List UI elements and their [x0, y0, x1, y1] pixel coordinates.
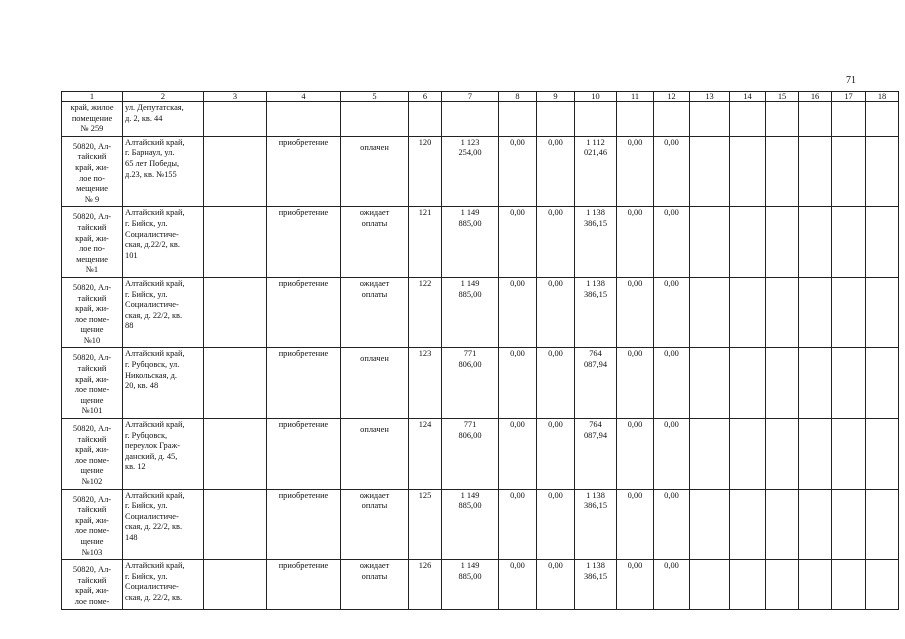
table-cell: 50820, Ал- тайский край, жи- лое поме- щение №103: [62, 489, 123, 560]
column-header: 13: [690, 92, 730, 102]
table-cell: 0,00: [537, 277, 575, 348]
table-cell: [832, 207, 866, 278]
table-cell: оплачен: [341, 136, 409, 207]
table-cell: [866, 348, 899, 419]
table-cell: [617, 102, 654, 137]
table-cell: [832, 348, 866, 419]
table-cell: [799, 102, 832, 137]
table-cell: [204, 489, 267, 560]
table-cell: [866, 102, 899, 137]
table-cell: 121: [409, 207, 442, 278]
table-cell: [832, 136, 866, 207]
table-cell: 50820, Ал- тайский край, жи- лое поме- щение №101: [62, 348, 123, 419]
table-cell: 0,00: [537, 560, 575, 609]
table-cell: приобретение: [267, 560, 341, 609]
column-header: 8: [499, 92, 537, 102]
table-cell: [690, 560, 730, 609]
table-cell: 50820, Ал- тайский край, жи- лое по- мещение №1: [62, 207, 123, 278]
table-cell: 50820, Ал- тайский край, жи- лое поме- щение №102: [62, 419, 123, 490]
table-cell: [204, 277, 267, 348]
table-cell: 0,00: [499, 277, 537, 348]
table-cell: [766, 348, 799, 419]
table-cell: [766, 102, 799, 137]
table-cell: 0,00: [617, 136, 654, 207]
table-cell: [832, 419, 866, 490]
table-cell: ожидает оплаты: [341, 560, 409, 609]
column-header: 15: [766, 92, 799, 102]
table-cell: приобретение: [267, 489, 341, 560]
table-cell: [341, 102, 409, 137]
table-row: [62, 348, 899, 419]
table-cell: 124: [409, 419, 442, 490]
table-cell: 0,00: [499, 419, 537, 490]
table-cell: 1 138 386,15: [575, 277, 617, 348]
table-cell: [799, 277, 832, 348]
column-header: 10: [575, 92, 617, 102]
table-cell: 120: [409, 136, 442, 207]
table-cell: [730, 102, 766, 137]
table-cell: край, жилое помещение № 259: [62, 102, 123, 137]
table-cell: [267, 102, 341, 137]
table-cell: [537, 102, 575, 137]
table-cell: [730, 560, 766, 609]
table-cell: Алтайский край, г. Бийск, ул. Социалистиче- ская, д. 22/2, кв. 148: [123, 489, 204, 560]
table-cell: 0,00: [617, 348, 654, 419]
table-cell: 0,00: [654, 207, 690, 278]
table-cell: 0,00: [537, 207, 575, 278]
page-number: 71: [846, 75, 856, 86]
table-cell: ул. Депутатская, д. 2, кв. 44: [123, 102, 204, 137]
table-cell: [730, 207, 766, 278]
table-cell: Алтайский край, г. Бийск, ул. Социалистиче- ская, д. 22/2, кв. 88: [123, 277, 204, 348]
table-cell: Алтайский край, г. Рубцовск, ул. Никольская, д. 20, кв. 48: [123, 348, 204, 419]
table-cell: 0,00: [499, 560, 537, 609]
table-cell: 0,00: [499, 207, 537, 278]
table-cell: 122: [409, 277, 442, 348]
table-cell: [832, 277, 866, 348]
table-cell: [866, 277, 899, 348]
table-cell: ожидает оплаты: [341, 207, 409, 278]
table-cell: 0,00: [499, 348, 537, 419]
table-cell: приобретение: [267, 348, 341, 419]
table-cell: 0,00: [617, 489, 654, 560]
table-cell: [799, 560, 832, 609]
column-header: 17: [832, 92, 866, 102]
table-cell: 1 149 885,00: [442, 207, 499, 278]
table-cell: 50820, Ал- тайский край, жи- лое поме- щение №10: [62, 277, 123, 348]
table-cell: 1 112 021,46: [575, 136, 617, 207]
column-header: 2: [123, 92, 204, 102]
table-cell: 771 806,00: [442, 419, 499, 490]
table-cell: 0,00: [537, 348, 575, 419]
table-cell: 0,00: [654, 136, 690, 207]
table-cell: [766, 419, 799, 490]
table-cell: [799, 489, 832, 560]
table-cell: 0,00: [654, 277, 690, 348]
table-cell: [409, 102, 442, 137]
property-table: [61, 91, 899, 610]
table-cell: 126: [409, 560, 442, 609]
column-header: 12: [654, 92, 690, 102]
table-cell: 764 087,94: [575, 348, 617, 419]
table-cell: [799, 419, 832, 490]
column-header: 6: [409, 92, 442, 102]
table-cell: [204, 348, 267, 419]
table-row: [62, 560, 899, 609]
table-cell: [766, 207, 799, 278]
table-cell: Алтайский край, г. Барнаул, ул. 65 лет Победы, д.23, кв. №155: [123, 136, 204, 207]
table-cell: 0,00: [617, 277, 654, 348]
table-cell: [766, 489, 799, 560]
column-header: 5: [341, 92, 409, 102]
table-cell: [866, 419, 899, 490]
table-cell: [204, 207, 267, 278]
table-cell: [866, 136, 899, 207]
table-row: [62, 136, 899, 207]
table-cell: [690, 489, 730, 560]
column-header: 18: [866, 92, 899, 102]
table-row: [62, 419, 899, 490]
table-cell: [832, 560, 866, 609]
table-cell: [575, 102, 617, 137]
table-cell: 0,00: [654, 489, 690, 560]
table-cell: 1 138 386,15: [575, 207, 617, 278]
table-cell: [204, 102, 267, 137]
table-cell: [690, 348, 730, 419]
column-header: 16: [799, 92, 832, 102]
table-cell: 1 149 885,00: [442, 277, 499, 348]
table-cell: оплачен: [341, 419, 409, 490]
table-cell: 764 087,94: [575, 419, 617, 490]
table-cell: 0,00: [537, 489, 575, 560]
table-cell: 0,00: [499, 136, 537, 207]
table-cell: 771 806,00: [442, 348, 499, 419]
table-cell: [442, 102, 499, 137]
table-cell: [690, 207, 730, 278]
table-row: [62, 489, 899, 560]
table-cell: [799, 348, 832, 419]
table-cell: 0,00: [537, 419, 575, 490]
table-cell: 0,00: [654, 419, 690, 490]
column-header: 1: [62, 92, 123, 102]
table-cell: [690, 102, 730, 137]
table-cell: 0,00: [654, 348, 690, 419]
table-cell: 1 138 386,15: [575, 560, 617, 609]
table-cell: [766, 277, 799, 348]
table-cell: [866, 560, 899, 609]
table-cell: 50820, Ал- тайский край, жи- лое по- мещение № 9: [62, 136, 123, 207]
table-cell: [204, 136, 267, 207]
column-header: 7: [442, 92, 499, 102]
table-cell: 123: [409, 348, 442, 419]
table-cell: 0,00: [617, 560, 654, 609]
table-cell: 0,00: [537, 136, 575, 207]
table-cell: [832, 102, 866, 137]
table-cell: [799, 207, 832, 278]
column-header: 4: [267, 92, 341, 102]
table-body: [62, 102, 899, 610]
table-cell: [866, 489, 899, 560]
table-cell: [866, 207, 899, 278]
table-cell: [690, 277, 730, 348]
table-cell: приобретение: [267, 419, 341, 490]
table-cell: 1 149 885,00: [442, 560, 499, 609]
table-row: [62, 207, 899, 278]
table-cell: [204, 419, 267, 490]
table-row: [62, 102, 899, 137]
column-header: 11: [617, 92, 654, 102]
table-cell: [766, 560, 799, 609]
table-cell: ожидает оплаты: [341, 277, 409, 348]
table-cell: [730, 348, 766, 419]
table-cell: 125: [409, 489, 442, 560]
table-cell: 1 149 885,00: [442, 489, 499, 560]
table-cell: 0,00: [617, 419, 654, 490]
table-cell: [766, 136, 799, 207]
table-cell: Алтайский край, г. Бийск, ул. Социалистиче- ская, д.22/2, кв. 101: [123, 207, 204, 278]
table-cell: Алтайский край, г. Бийск, ул. Социалистиче- ская, д. 22/2, кв.: [123, 560, 204, 609]
table-cell: приобретение: [267, 136, 341, 207]
table-cell: 1 138 386,15: [575, 489, 617, 560]
table-cell: приобретение: [267, 207, 341, 278]
table-cell: [730, 419, 766, 490]
table-cell: 0,00: [617, 207, 654, 278]
table-cell: [499, 102, 537, 137]
table-cell: 0,00: [499, 489, 537, 560]
header-row: [62, 92, 899, 102]
table-cell: [730, 489, 766, 560]
table-cell: 1 123 254,00: [442, 136, 499, 207]
table-cell: [730, 136, 766, 207]
table-cell: [832, 489, 866, 560]
table-cell: [654, 102, 690, 137]
table-cell: оплачен: [341, 348, 409, 419]
table-cell: [730, 277, 766, 348]
table-cell: [690, 419, 730, 490]
column-header: 9: [537, 92, 575, 102]
column-header: 14: [730, 92, 766, 102]
table-cell: 0,00: [654, 560, 690, 609]
table-cell: Алтайский край, г. Рубцовск, переулок Граж- данский, д. 45, кв. 12: [123, 419, 204, 490]
table-cell: [690, 136, 730, 207]
table-cell: приобретение: [267, 277, 341, 348]
table-cell: 50820, Ал- тайский край, жи- лое поме-: [62, 560, 123, 609]
table-cell: [204, 560, 267, 609]
column-header: 3: [204, 92, 267, 102]
table-cell: [799, 136, 832, 207]
table-cell: ожидает оплаты: [341, 489, 409, 560]
table-row: [62, 277, 899, 348]
